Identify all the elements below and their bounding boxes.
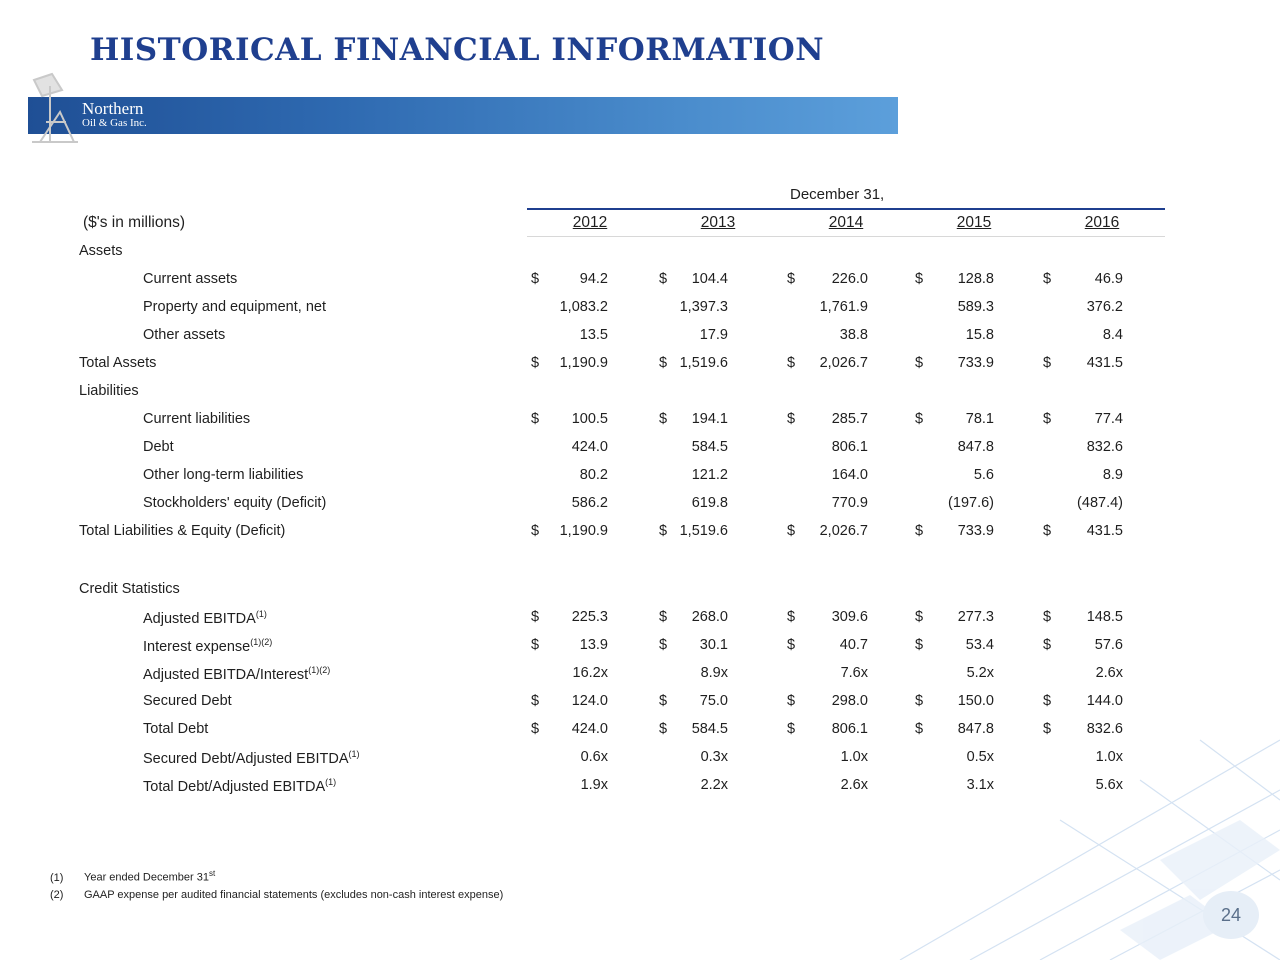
- currency-symbol: $: [1043, 523, 1052, 539]
- row-label: [143, 609, 267, 627]
- table-cell: 309.6: [831, 609, 868, 625]
- table-cell: 194.1: [691, 411, 728, 427]
- table-cell: 16.2x: [572, 665, 608, 681]
- table-row: [0, 749, 1280, 773]
- table-cell: 2.2x: [700, 777, 728, 793]
- table-cell: 77.4: [1094, 411, 1123, 427]
- table-cell: 1,761.9: [819, 299, 868, 315]
- footnotes: [50, 865, 503, 904]
- currency-symbol: $: [531, 411, 540, 427]
- table-cell: 431.5: [1086, 355, 1123, 371]
- row-label-text: Other assets: [143, 327, 226, 343]
- currency-symbol: $: [915, 271, 924, 287]
- row-label-text: Credit Statistics: [79, 581, 180, 597]
- currency-symbol: $: [787, 693, 796, 709]
- footnote-number: (1): [50, 871, 64, 884]
- table-cell: 38.8: [839, 327, 868, 343]
- row-label: [79, 355, 156, 371]
- units-label: ($'s in millions): [83, 214, 186, 231]
- table-cell: 13.5: [579, 327, 608, 343]
- currency-symbol: $: [1043, 609, 1052, 625]
- table-cell: 0.3x: [700, 749, 728, 765]
- table-cell: 285.7: [831, 411, 868, 427]
- row-label: [143, 439, 174, 455]
- footnote-text: GAAP expense per audited financial statements (excludes non-cash interest expense): [84, 888, 504, 901]
- table-cell: 121.2: [691, 467, 728, 483]
- table-cell: 832.6: [1086, 439, 1123, 455]
- currency-symbol: $: [1043, 355, 1052, 371]
- currency-symbol: $: [1043, 721, 1052, 737]
- table-cell: 1,519.6: [679, 355, 728, 371]
- table-cell: 424.0: [571, 439, 608, 455]
- footnote-reference: (1): [348, 749, 360, 759]
- table-cell: 1,190.9: [559, 523, 608, 539]
- table-cell: 17.9: [699, 327, 728, 343]
- year-header: 2015: [956, 214, 992, 231]
- row-label-text: Debt: [143, 439, 174, 455]
- row-label-text: Adjusted EBITDA/Interest: [143, 666, 309, 683]
- table-cell: 1.0x: [840, 749, 868, 765]
- row-label-text: Property and equipment, net: [143, 299, 326, 315]
- currency-symbol: $: [915, 609, 924, 625]
- table-cell: 225.3: [571, 609, 608, 625]
- table-cell: 128.8: [957, 271, 994, 287]
- footnote-reference: (1)(2): [250, 637, 273, 647]
- table-cell: 1,083.2: [559, 299, 608, 315]
- table-row: [0, 665, 1280, 689]
- table-row: [0, 609, 1280, 633]
- row-label: [143, 721, 208, 737]
- row-label-text: Secured Debt/Adjusted EBITDA: [143, 750, 349, 767]
- table-cell: 3.1x: [966, 777, 994, 793]
- currency-symbol: $: [659, 637, 668, 653]
- currency-symbol: $: [915, 411, 924, 427]
- table-cell: 5.6x: [1095, 777, 1123, 793]
- currency-symbol: $: [915, 355, 924, 371]
- logo-name: Northern: [82, 99, 144, 118]
- table-row: [0, 721, 1280, 745]
- table-cell: 15.8: [965, 327, 994, 343]
- footnote: [50, 887, 503, 904]
- page-title: HISTORICAL FINANCIAL INFORMATION: [90, 32, 825, 68]
- currency-symbol: $: [659, 411, 668, 427]
- table-cell: 376.2: [1086, 299, 1123, 315]
- currency-symbol: $: [1043, 411, 1052, 427]
- table-cell: 584.5: [691, 721, 728, 737]
- table-cell: 424.0: [571, 721, 608, 737]
- table-cell: 2.6x: [840, 777, 868, 793]
- row-label-text: Total Assets: [79, 355, 157, 371]
- table-cell: 148.5: [1086, 609, 1123, 625]
- row-label-text: Current liabilities: [143, 411, 251, 427]
- row-label-text: Total Debt: [143, 721, 209, 737]
- row-label: [143, 665, 330, 683]
- currency-symbol: $: [659, 271, 668, 287]
- table-cell: 1,519.6: [679, 523, 728, 539]
- currency-symbol: $: [1043, 693, 1052, 709]
- row-label: [143, 495, 326, 511]
- footnote-reference: (1)(2): [308, 665, 331, 675]
- table-cell: 104.4: [691, 271, 728, 287]
- table-cell: 770.9: [831, 495, 868, 511]
- row-label-text: Total Debt/Adjusted EBITDA: [143, 778, 326, 795]
- table-cell: 226.0: [831, 271, 868, 287]
- row-label: [143, 271, 237, 287]
- table-row: [0, 271, 1280, 295]
- currency-symbol: $: [659, 721, 668, 737]
- table-row: [0, 355, 1280, 379]
- table-row: [0, 777, 1280, 801]
- currency-symbol: $: [659, 523, 668, 539]
- table-row: [0, 243, 1280, 267]
- table-cell: 619.8: [691, 495, 728, 511]
- table-cell: 75.0: [699, 693, 728, 709]
- table-cell: 144.0: [1086, 693, 1123, 709]
- table-cell: 2,026.7: [819, 355, 868, 371]
- row-label: [79, 383, 139, 399]
- table-cell: 164.0: [831, 467, 868, 483]
- footnote-reference: (1): [255, 609, 267, 619]
- table-cell: 78.1: [965, 411, 994, 427]
- currency-symbol: $: [531, 355, 540, 371]
- row-label: [79, 523, 285, 539]
- row-label: [79, 243, 123, 259]
- table-row: [0, 581, 1280, 605]
- currency-symbol: $: [531, 271, 540, 287]
- currency-symbol: $: [1043, 271, 1052, 287]
- table-cell: 8.4: [1102, 327, 1123, 343]
- table-cell: 7.6x: [840, 665, 868, 681]
- table-cell: 589.3: [957, 299, 994, 315]
- row-label: [143, 637, 272, 655]
- row-label-text: Other long-term liabilities: [143, 467, 304, 483]
- table-cell: 1.0x: [1095, 749, 1123, 765]
- currency-symbol: $: [787, 355, 796, 371]
- table-cell: 150.0: [957, 693, 994, 709]
- table-cell: 733.9: [957, 355, 994, 371]
- table-cell: (487.4): [1077, 495, 1123, 511]
- row-label-text: Assets: [79, 243, 123, 259]
- row-label: [79, 581, 180, 597]
- year-header: 2013: [700, 214, 736, 231]
- table-cell: 57.6: [1094, 637, 1123, 653]
- table-cell: 0.6x: [580, 749, 608, 765]
- currency-symbol: $: [531, 721, 540, 737]
- table-cell: 124.0: [571, 693, 608, 709]
- currency-symbol: $: [915, 523, 924, 539]
- currency-symbol: $: [787, 609, 796, 625]
- table-cell: 2.6x: [1095, 665, 1123, 681]
- row-label-text: Total Liabilities & Equity (Deficit): [79, 523, 286, 539]
- table-cell: 586.2: [571, 495, 608, 511]
- table-cell: 298.0: [831, 693, 868, 709]
- currency-symbol: $: [531, 693, 540, 709]
- row-label-text: Interest expense: [143, 638, 251, 655]
- row-label-text: Adjusted EBITDA: [143, 610, 256, 627]
- currency-symbol: $: [659, 693, 668, 709]
- table-cell: 268.0: [691, 609, 728, 625]
- currency-symbol: $: [787, 721, 796, 737]
- table-cell: 30.1: [699, 637, 728, 653]
- table-cell: 2,026.7: [819, 523, 868, 539]
- currency-symbol: $: [531, 637, 540, 653]
- row-label-text: Liabilities: [79, 383, 139, 399]
- year-header: 2012: [572, 214, 608, 231]
- table-cell: 806.1: [831, 721, 868, 737]
- table-cell: 277.3: [957, 609, 994, 625]
- header-rule: [527, 208, 1165, 210]
- row-label: [143, 693, 232, 709]
- table-cell: 733.9: [957, 523, 994, 539]
- footnote-number: (2): [50, 888, 64, 901]
- footnote-text: Year ended December 31: [84, 871, 209, 884]
- table-cell: 8.9: [1102, 467, 1123, 483]
- table-cell: 94.2: [579, 271, 608, 287]
- table-cell: 431.5: [1086, 523, 1123, 539]
- table-cell: 13.9: [579, 637, 608, 653]
- currency-symbol: $: [915, 693, 924, 709]
- table-cell: 847.8: [957, 721, 994, 737]
- table-cell: 1.9x: [580, 777, 608, 793]
- table-cell: 0.5x: [966, 749, 994, 765]
- footnote: [50, 865, 503, 887]
- table-cell: 5.6: [973, 467, 994, 483]
- table-row: [0, 383, 1280, 407]
- currency-symbol: $: [915, 637, 924, 653]
- period-header: December 31,: [790, 186, 885, 203]
- table-cell: 1,397.3: [679, 299, 728, 315]
- table-cell: 1,190.9: [559, 355, 608, 371]
- row-label: [143, 467, 303, 483]
- row-label: [143, 411, 250, 427]
- currency-symbol: $: [531, 523, 540, 539]
- table-cell: 584.5: [691, 439, 728, 455]
- table-row: [0, 495, 1280, 519]
- table-row: [0, 411, 1280, 435]
- table-row: [0, 467, 1280, 491]
- table-row: [0, 523, 1280, 547]
- row-label: [143, 749, 360, 767]
- year-header: 2014: [828, 214, 864, 231]
- table-row: [0, 327, 1280, 351]
- currency-symbol: $: [787, 411, 796, 427]
- year-header: 2016: [1084, 214, 1120, 231]
- table-cell: 847.8: [957, 439, 994, 455]
- currency-symbol: $: [1043, 637, 1052, 653]
- table-row: [0, 439, 1280, 463]
- table-cell: 806.1: [831, 439, 868, 455]
- row-label-text: Current assets: [143, 271, 238, 287]
- row-label: [143, 299, 326, 315]
- table-cell: 8.9x: [700, 665, 728, 681]
- header-divider: [527, 236, 1165, 237]
- table-cell: 53.4: [965, 637, 994, 653]
- currency-symbol: $: [915, 721, 924, 737]
- currency-symbol: $: [787, 271, 796, 287]
- currency-symbol: $: [787, 637, 796, 653]
- page-number: 24: [1203, 891, 1259, 939]
- table-row: [0, 637, 1280, 661]
- table-cell: (197.6): [948, 495, 994, 511]
- logo-subname: Oil & Gas Inc.: [82, 117, 147, 129]
- footnote-superscript: st: [208, 869, 216, 878]
- currency-symbol: $: [787, 523, 796, 539]
- table-cell: 40.7: [839, 637, 868, 653]
- row-label-text: Secured Debt: [143, 693, 232, 709]
- currency-symbol: $: [659, 609, 668, 625]
- currency-symbol: $: [531, 609, 540, 625]
- row-label: [143, 327, 225, 343]
- row-label: [143, 777, 336, 795]
- table-cell: 5.2x: [966, 665, 994, 681]
- table-row: [0, 299, 1280, 323]
- table-row: [0, 693, 1280, 717]
- table-cell: 46.9: [1094, 271, 1123, 287]
- row-label-text: Stockholders' equity (Deficit): [143, 495, 327, 511]
- footnote-reference: (1): [325, 777, 337, 787]
- table-cell: 832.6: [1086, 721, 1123, 737]
- table-cell: 80.2: [579, 467, 608, 483]
- currency-symbol: $: [659, 355, 668, 371]
- table-cell: 100.5: [571, 411, 608, 427]
